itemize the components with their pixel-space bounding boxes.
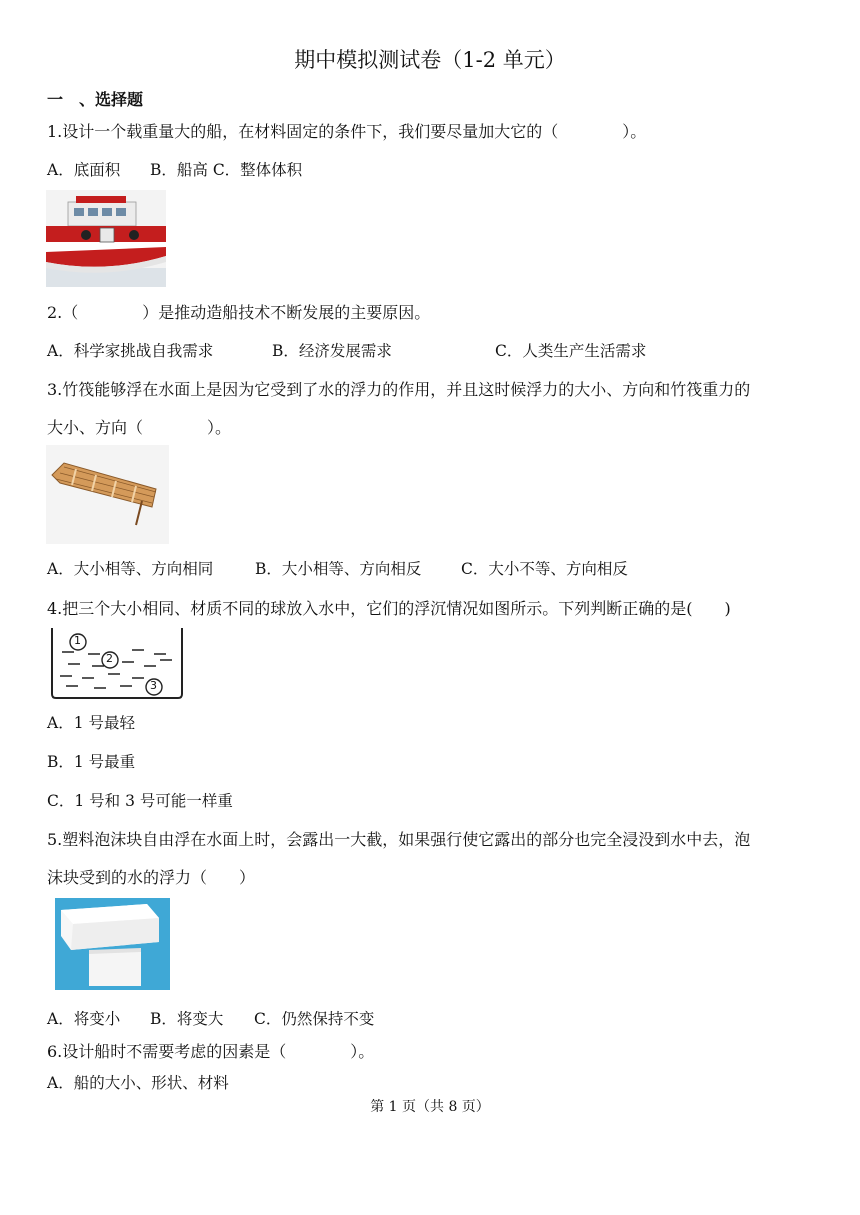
bamboo-raft-image [46, 445, 169, 544]
question-3-option-a: A．大小相等、方向相同 [47, 560, 214, 578]
question-5-text-line1: 5.塑料泡沫块自由浮在水面上时，会露出一大截，如果强行使它露出的部分也完全浸没到水中去，泡 [47, 830, 751, 849]
page-title: 期中模拟测试卷（1-2 单元） [294, 48, 566, 72]
question-5-option-c: C．仍然保持不变 [254, 1010, 375, 1028]
question-1-text: 1.设计一个载重量大的船，在材料固定的条件下，我们要尽量加大它的（ ）。 [47, 122, 647, 141]
question-3-text-line2: 大小、方向（ ）。 [47, 418, 232, 437]
floating-balls-diagram [48, 624, 188, 700]
question-5-option-b: B．将变大 [150, 1010, 224, 1028]
question-5-option-a: A．将变小 [47, 1010, 121, 1028]
question-5-text-line2: 沫块受到的水的浮力（ ） [47, 868, 256, 887]
question-3-option-b: B．大小相等、方向相反 [255, 560, 422, 578]
question-1-option-bc: B．船高 C．整体体积 [150, 161, 303, 179]
question-2-option-b: B．经济发展需求 [272, 342, 392, 360]
boat-photo [46, 190, 166, 287]
ball-1-label: 1 [74, 634, 81, 647]
question-2-text: 2.（ ）是推动造船技术不断发展的主要原因。 [47, 303, 431, 322]
foam-block-photo [55, 898, 170, 990]
question-4-text: 4.把三个大小相同、材质不同的球放入水中，它们的浮沉情况如图所示。下列判断正确的是( ) [47, 599, 731, 618]
question-2-option-a: A．科学家挑战自我需求 [47, 342, 214, 360]
question-6-option-a: A．船的大小、形状、材料 [47, 1074, 229, 1092]
question-3-option-c: C．大小不等、方向相反 [461, 560, 628, 578]
question-6-text: 6.设计船时不需要考虑的因素是（ ）。 [47, 1042, 375, 1061]
page-footer: 第 1 页（共 8 页） [370, 1099, 490, 1115]
section-heading: 一 、选择题 [47, 90, 144, 109]
ball-3-label: 3 [150, 679, 157, 692]
question-2-option-c: C．人类生产生活需求 [495, 342, 647, 360]
question-4-option-a: A．1 号最轻 [47, 714, 135, 732]
question-4-option-b: B．1 号最重 [47, 753, 136, 771]
question-3-text-line1: 3.竹筏能够浮在水面上是因为它受到了水的浮力的作用，并且这时候浮力的大小、方向和竹筏重力的 [47, 380, 751, 399]
question-4-option-c: C．1 号和 3 号可能一样重 [47, 792, 233, 810]
question-1-option-a: A．底面积 [47, 161, 121, 179]
ball-2-label: 2 [106, 652, 113, 665]
